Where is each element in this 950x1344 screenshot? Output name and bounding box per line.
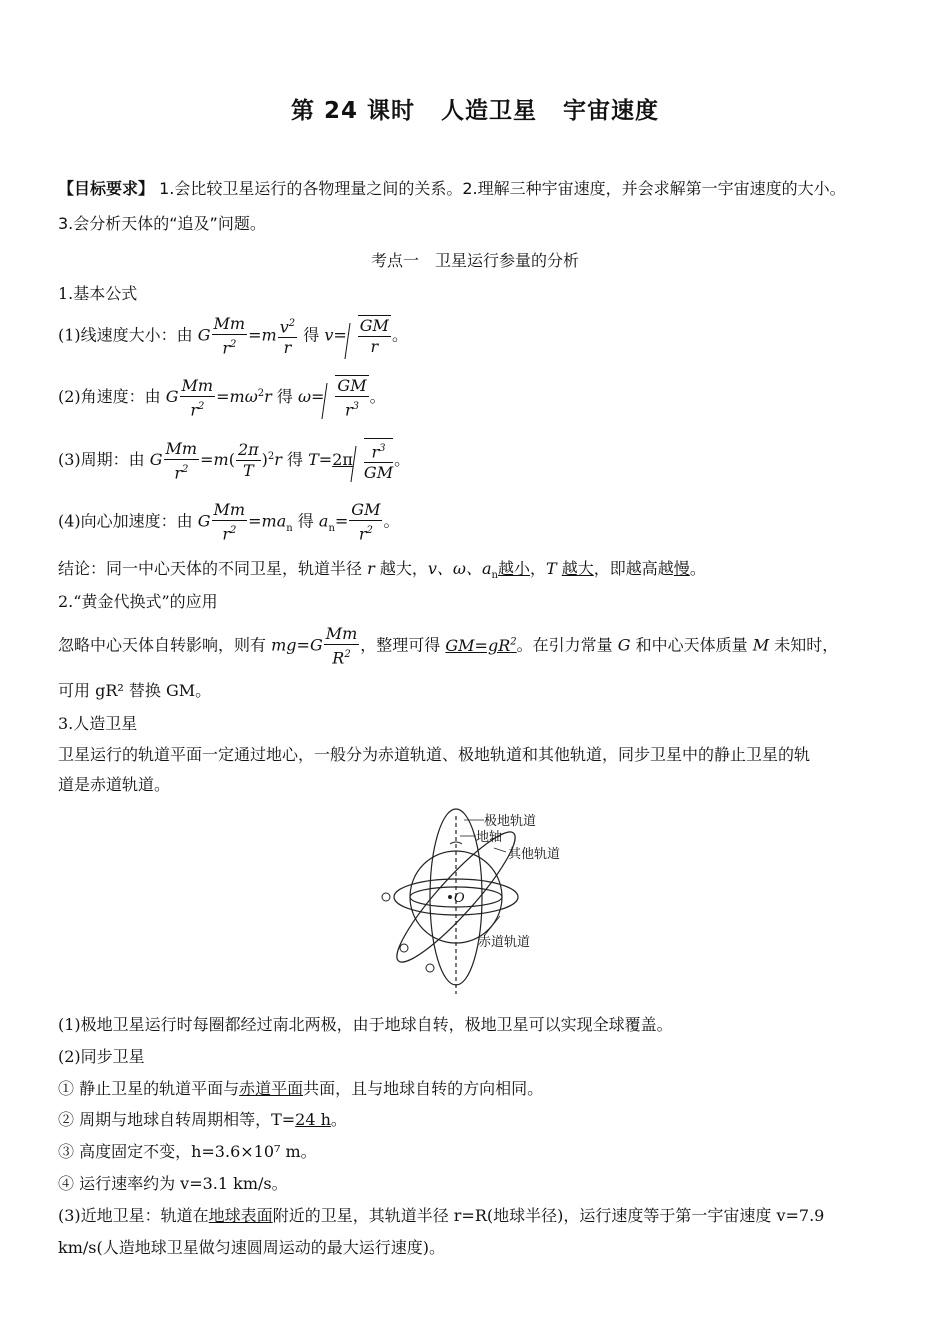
golden-M: M (752, 635, 770, 655)
title-topic-1: 人造卫星 (441, 98, 538, 124)
near-earth-line-1 (58, 1205, 824, 1227)
formula-1-label: (1)线速度大小：由 (58, 325, 193, 345)
satellite-equator (382, 893, 390, 901)
formula-4-end: 。 (383, 511, 400, 531)
polar-satellite-text: (1)极地卫星运行时每圈都经过南北两极，由于地球自转，极地卫星可以实现全球覆盖。 (58, 1015, 673, 1034)
formula-3-de: 得 (287, 450, 304, 470)
conclusion-mid: 越大， (379, 559, 428, 578)
title-topic-2: 宇宙速度 (563, 98, 660, 124)
conclusion-tail: ，即越高越 (593, 559, 674, 578)
sync-item-3: ③ 高度固定不变，h=3.6×10⁷ m。 (58, 1142, 317, 1161)
sync-2-blank: 24 h (295, 1110, 331, 1129)
golden-heading: 2.“黄金代换式”的应用 (58, 592, 218, 611)
conclusion-blank-3: 慢 (673, 559, 690, 578)
conclusion-pre: 结论：同一中心天体的不同卫星，轨道半径 (58, 559, 363, 578)
orbit-diagram (376, 808, 576, 1004)
formula-4-label: (4)向心加速度：由 (58, 511, 193, 531)
golden-end: 未知时， (774, 635, 839, 655)
section-title: 考点一 卫星运行参量的分析 (370, 251, 579, 270)
page-title (0, 92, 950, 125)
label-other-orbit: 其他轨道 (508, 847, 561, 862)
sync-item-2 (58, 1109, 347, 1131)
formula-3-label: (3)周期：由 (58, 450, 145, 470)
golden-line-2: 可用 gR² 替换 GM。 (58, 681, 212, 700)
conclusion-blank-1: 越小 (497, 559, 530, 578)
sync-satellite-heading: (2)同步卫星 (58, 1047, 145, 1066)
sync-1-post: 共面，且与地球自转的方向相同。 (303, 1079, 544, 1098)
goals-text-1: 1.会比较卫星运行的各物理量之间的关系。2.理解三种宇宙速度，并会求解第一宇宙速度的大小。 (159, 179, 846, 198)
label-polar-orbit: 极地轨道 (484, 814, 537, 829)
satellite-para-1: 卫星运行的轨道平面一定通过地心，一般分为赤道轨道、极地轨道和其他轨道，同步卫星中的静止卫星的轨 (58, 745, 811, 764)
label-earth-axis: 地轴 (476, 830, 503, 845)
conclusion-sub: n (491, 570, 498, 582)
near-earth-post: 附近的卫星，其轨道半径 r=R(地球半径)，运行速度等于第一宇宙速度 v=7.9 (272, 1206, 825, 1225)
formula-4-de: 得 (297, 511, 314, 531)
formula-1-end: 。 (391, 325, 408, 345)
near-earth-line-2: km/s(人造地球卫星做匀速圆周运动的最大运行速度)。 (58, 1238, 445, 1257)
sync-1-pre: ① 静止卫星的轨道平面与 (58, 1079, 240, 1098)
satellite-para-2: 道是赤道轨道。 (58, 775, 171, 794)
golden-pre: 忽略中心天体自转影响，则有 (58, 635, 267, 655)
conclusion-T: T (546, 559, 557, 578)
earth-center-dot (448, 895, 452, 899)
title-lesson: 第 24 课时 (290, 98, 416, 124)
satellite-heading: 3.人造卫星 (58, 714, 138, 733)
formula-velocity: (1)线速度大小：由 G $\frac{Mm}{r^2}$ =m $\frac{v^2}{r}$ 得 v= $\frac{GM}{r}$ 。 (58, 314, 408, 358)
goals-label: 【目标要求】 (58, 179, 155, 198)
near-earth-blank: 地球表面 (208, 1206, 273, 1225)
golden-line-1: 忽略中心天体自转影响，则有 mg=G $\frac{Mm}{R^2}$ ，整理可得 $GM=gR^2$。在引力常量 G 和中心天体质量 M 未知时， (58, 624, 839, 668)
label-center: O (454, 891, 465, 906)
formula-angular: (2)角速度：由 G $\frac{Mm}{r^2}$ $=m\omega^2r$ 得 ω= $\frac{GM}{r^3}$ 。 (58, 375, 386, 420)
golden-G: G (617, 635, 631, 655)
formula-1-de: 得 (303, 325, 320, 345)
conclusion-blank-2: 越大 (561, 559, 594, 578)
formula-2-label: (2)角速度：由 (58, 387, 161, 407)
sync-item-4: ④ 运行速率约为 v=3.1 km/s。 (58, 1174, 288, 1193)
formula-2-end: 。 (369, 387, 386, 407)
basic-heading: 1.基本公式 (58, 284, 138, 303)
golden-post: 。在引力常量 (516, 635, 613, 655)
conclusion-vars: v、ω、a (427, 559, 492, 578)
sync-2-post: 。 (330, 1110, 347, 1129)
formula-period: (3)周期：由 G $\frac{Mm}{r^2}$ =m( $\frac{2\pi}{T}$ )$^2$r 得 T=2π $\frac{r^3}{GM}$ 。 (58, 438, 411, 483)
sync-2-pre: ② 周期与地球自转周期相等，T= (58, 1110, 296, 1129)
conclusion-r: r (367, 559, 375, 578)
formula-acceleration: (4)向心加速度：由 G $\frac{Mm}{r^2}$ $=ma_n$ 得 $a_n=$ $\frac{GM}{r^2}$ 。 (58, 500, 400, 544)
conclusion-end: 。 (689, 559, 706, 578)
golden-blank: GM=gR (445, 635, 511, 655)
formula-2-de: 得 (276, 387, 293, 407)
formula-3-end: 。 (394, 450, 411, 470)
sync-1-blank: 赤道平面 (239, 1079, 304, 1098)
goals-text-2: 3.会分析天体的“追及”问题。 (58, 214, 266, 233)
golden-mid: ，整理可得 (360, 635, 441, 655)
label-equator-orbit: 赤道轨道 (478, 935, 531, 950)
satellite-other (400, 944, 408, 952)
near-earth-pre: (3)近地卫星：轨道在 (58, 1206, 209, 1225)
golden-and: 和中心天体质量 (635, 635, 748, 655)
satellite-polar (426, 964, 434, 972)
goals-line-1 (58, 178, 846, 200)
sync-item-1 (58, 1078, 543, 1100)
conclusion: 结论：同一中心天体的不同卫星，轨道半径 r 越大，v、ω、$a_n$越小，T 越大，即越高越慢。 (58, 559, 706, 582)
